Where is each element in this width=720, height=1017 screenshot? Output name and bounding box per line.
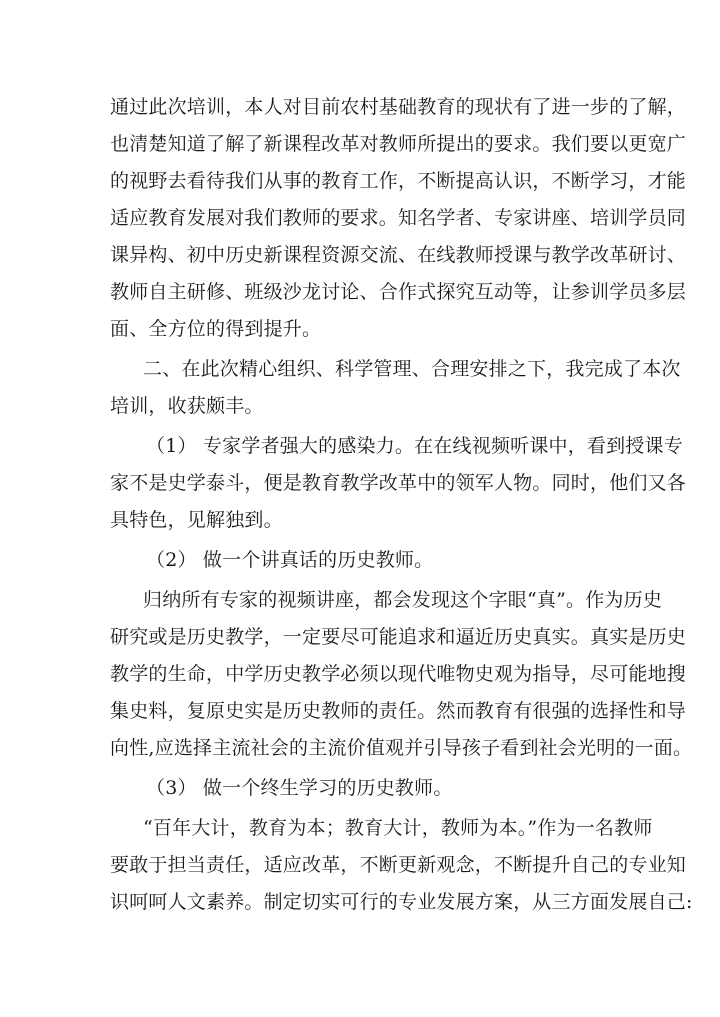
- item-2-body-line-1: 归纳所有专家的视频讲座，都会发现这个字眼“真”。作为历史: [143, 589, 663, 611]
- paragraph-1-line-1: 通过此次培训，本人对目前农村基础教育的现状有了进一步的了解，: [110, 96, 687, 118]
- section-2-line-2: 培训，收获颇丰。: [110, 395, 264, 417]
- item-2-body-line-3: 教学的生命，中学历史教学必须以现代唯物史观为指导，尽可能地搜: [110, 663, 687, 685]
- item-2-body-line-5: 向性,应选择主流社会的主流价值观并引导孩子看到社会光明的一面。: [110, 737, 693, 759]
- item-2-heading: （2） 做一个讲真话的历史教师。: [146, 549, 434, 571]
- item-3-body-line-3: 识呵呵人文素养。制定切实可行的专业发展方案，从三方面发展自己:: [110, 891, 693, 913]
- paragraph-1-line-6: 教师自主研修、班级沙龙讨论、合作式探究互动等，让参训学员多层: [110, 281, 687, 303]
- paragraph-1-line-3: 的视野去看待我们从事的教育工作，不断提高认识，不断学习，才能: [110, 170, 687, 192]
- item-2-body-line-2: 研究或是历史教学，一定要尽可能追求和逼近历史真实。真实是历史: [110, 626, 687, 648]
- item-3-body-line-2: 要敢于担当责任，适应改革，不断更新观念，不断提升自己的专业知: [110, 854, 687, 876]
- item-1-line-3: 具特色，见解独到。: [110, 509, 283, 531]
- paragraph-1-line-5: 课异构、初中历史新课程资源交流、在线教师授课与教学改革研讨、: [110, 244, 687, 266]
- item-3-heading: （3） 做一个终生学习的历史教师。: [146, 777, 453, 799]
- section-2-line-1: 二、在此次精心组织、科学管理、合理安排之下，我完成了本次: [143, 358, 681, 380]
- paragraph-1-line-2: 也清楚知道了解了新课程改革对教师所提出的要求。我们要以更宽广: [110, 133, 687, 155]
- paragraph-1-line-4: 适应教育发展对我们教师的要求。知名学者、专家讲座、培训学员同: [110, 207, 687, 229]
- item-1-line-1: （1） 专家学者强大的感染力。在在线视频听课中，看到授课专: [146, 435, 683, 457]
- item-1-line-2: 家不是史学泰斗，便是教育教学改革中的领军人物。同时，他们又各: [110, 472, 687, 494]
- item-3-body-line-1: “百年大计，教育为本；教育大计，教师为本。”作为一名教师: [143, 817, 653, 839]
- paragraph-1-line-7: 面、全方位的得到提升。: [110, 318, 322, 340]
- item-2-body-line-4: 集史料，复原史实是历史教师的责任。然而教育有很强的选择性和导: [110, 700, 687, 722]
